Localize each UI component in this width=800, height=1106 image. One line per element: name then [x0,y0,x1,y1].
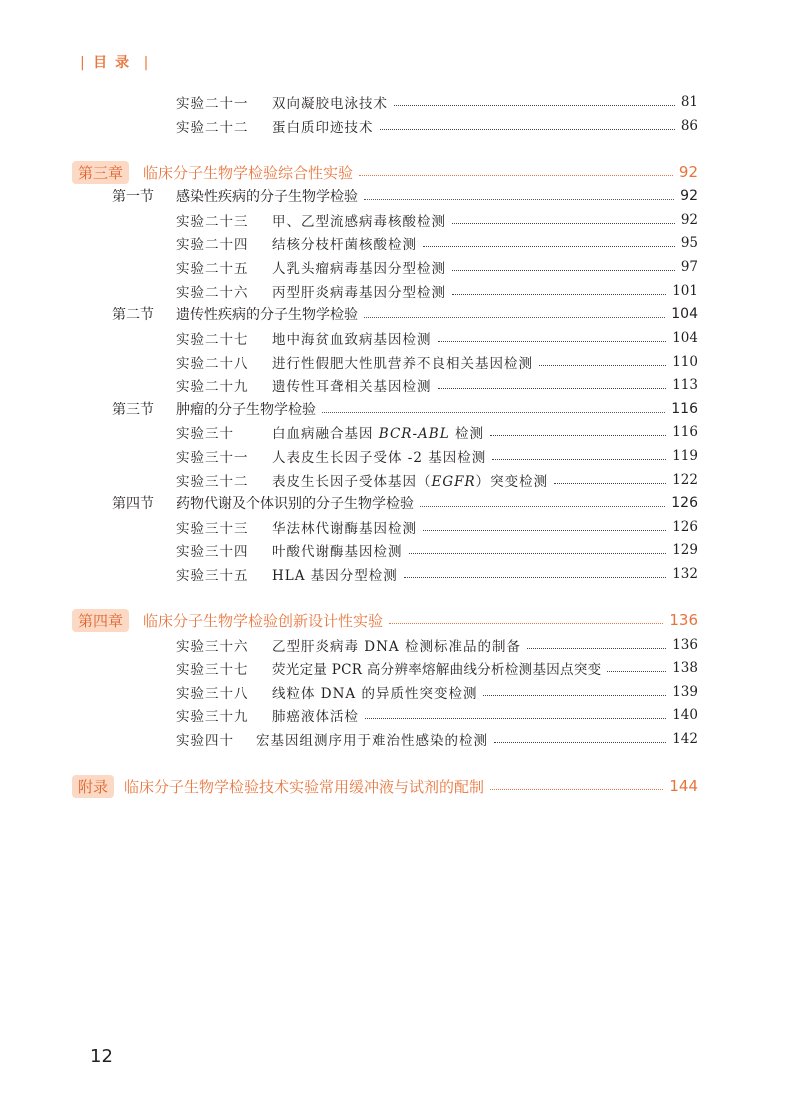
entry-number: 实验三十七 [176,662,249,678]
entry-number: 实验二十六 [176,285,249,301]
dot-leader [438,388,667,389]
section-number: 第三节 [112,402,154,418]
dot-leader [365,718,666,719]
toc-entry[interactable] [176,682,698,702]
section-title: 药物代谢及个体识别的分子生物学检验 [176,496,414,512]
dot-leader [452,270,675,271]
entry-number: 实验二十三 [176,214,249,230]
toc-entry[interactable] [176,658,698,678]
page-number: 104 [671,306,698,322]
dot-leader [364,199,674,200]
page-number: 116 [671,401,698,417]
toc-entry[interactable] [176,470,698,490]
entry-title: 宏基因组测序用于难治性感染的检测 [256,733,488,749]
entry-title: 人乳头瘤病毒基因分型检测 [272,261,446,277]
page-number: 138 [672,660,698,676]
chapter-heading[interactable] [72,162,698,182]
page-number: 142 [672,731,698,747]
section-number: 第四节 [112,496,154,512]
entry-number: 实验三十四 [176,544,249,560]
page-number: 126 [671,495,698,511]
page-number: 116 [672,424,698,440]
page-number: 144 [669,777,698,795]
toc-entry[interactable] [176,281,698,301]
page-number: 126 [672,519,698,535]
entry-title: 蛋白质印迹技术 [272,120,374,136]
toc-entry[interactable] [176,446,698,466]
dot-leader [420,506,665,507]
chapter-badge: 第四章 [72,609,129,632]
entry-number: 实验二十九 [176,379,249,395]
page-number: 92 [678,163,698,181]
dot-leader [359,175,673,176]
page-number: 101 [672,283,698,299]
toc-title: 目录 [93,55,138,71]
entry-number: 实验三十五 [176,568,249,584]
dot-leader [483,695,666,696]
entry-title: 人表皮生长因子受体 -2 基因检测 [272,450,487,466]
toc-entry[interactable] [176,517,698,537]
toc-entry[interactable] [176,352,698,372]
entry-number: 实验二十二 [176,120,249,136]
page-number: 92 [680,212,698,228]
dot-leader [380,129,675,130]
page-number: 129 [672,542,698,558]
entry-title: 双向凝胶电泳技术 [272,96,388,112]
page-number: 136 [672,637,698,653]
entry-title: 表皮生长因子受体基因（EGFR）突变检测 [272,474,549,490]
dot-leader [409,553,667,554]
page-number: 140 [672,707,698,723]
appendix-heading[interactable] [72,776,698,796]
toc-header [80,52,150,72]
section-title: 遗传性疾病的分子生物学检验 [176,307,358,323]
entry-title: 白血病融合基因 BCR-ABL 检测 [272,426,484,442]
section-number: 第一节 [112,189,154,205]
toc-entry[interactable] [176,635,698,655]
dot-leader [423,530,666,531]
entry-title: 甲、乙型流感病毒核酸检测 [272,214,446,230]
toc-entry[interactable] [176,705,698,725]
page-number: 81 [680,94,698,110]
dot-leader [452,223,675,224]
entry-title: HLA 基因分型检测 [272,568,398,584]
dot-leader [492,459,666,460]
dot-leader [423,246,675,247]
entry-title: 进行性假肥大性肌营养不良相关基因检测 [272,356,533,372]
entry-title: 荧光定量 PCR 高分辨率熔解曲线分析检测基因点突变 [272,662,602,678]
dot-leader [539,365,666,366]
entry-number: 实验三十二 [176,474,249,490]
dot-leader [404,577,666,578]
header-bar-right: | [143,55,151,71]
section-heading[interactable] [112,186,698,206]
chapter-badge: 第三章 [72,161,129,184]
dot-leader [364,317,665,318]
entry-number: 实验二十四 [176,237,249,253]
page-number: 95 [680,235,698,251]
entry-title: 地中海贫血致病基因检测 [272,332,432,348]
page-number: 136 [669,611,698,629]
entry-number: 实验三十八 [176,686,249,702]
entry-number: 实验三十三 [176,521,249,537]
toc-entry[interactable] [176,375,698,395]
page-number: 86 [680,118,698,134]
toc-entry[interactable] [176,116,698,136]
page-number: 92 [680,188,698,204]
page-number: 119 [672,448,698,464]
entry-number: 实验三十 [176,426,234,442]
entry-title: 肺癌液体活检 [272,709,359,725]
dot-leader [490,435,666,436]
entry-number: 实验二十一 [176,96,249,112]
section-heading[interactable] [112,493,698,513]
dot-leader [389,623,663,624]
section-heading[interactable] [112,304,698,324]
entry-number: 实验二十七 [176,332,249,348]
toc-entry[interactable] [176,92,698,112]
chapter-title: 临床分子生物学检验创新设计性实验 [143,611,384,630]
page-number: 122 [672,472,698,488]
dot-leader [322,412,665,413]
section-title: 感染性疾病的分子生物学检验 [176,189,358,205]
section-title: 肿瘤的分子生物学检验 [176,402,316,418]
appendix-title: 临床分子生物学检验技术实验常用缓冲液与试剂的配制 [124,777,485,796]
footer-page-number: 12 [90,1046,113,1067]
entry-title: 线粒体 DNA 的异质性突变检测 [272,686,478,702]
dot-leader [490,789,663,790]
gene-name-italic: EGFR [431,474,476,490]
page-number: 97 [680,259,698,275]
toc-entry[interactable] [176,210,698,230]
entry-number: 实验三十六 [176,639,249,655]
entry-title: 遗传性耳聋相关基因检测 [272,379,432,395]
page-number: 110 [672,354,698,370]
section-number: 第二节 [112,307,154,323]
entry-title: 结核分枝杆菌核酸检测 [272,237,417,253]
toc-entry[interactable] [176,729,698,749]
toc-entry[interactable] [176,233,698,253]
toc-entry[interactable] [176,564,698,584]
appendix-badge: 附录 [72,775,114,798]
entry-number: 实验二十五 [176,261,249,277]
gene-name-italic: BCR-ABL [378,426,450,442]
dot-leader [452,294,666,295]
entry-number: 实验三十一 [176,450,249,466]
toc-entry[interactable] [176,328,698,348]
toc-entry[interactable] [176,540,698,560]
entry-title: 华法林代谢酶基因检测 [272,521,417,537]
entry-title: 乙型肝炎病毒 DNA 检测标准品的制备 [272,639,521,655]
chapter-heading[interactable] [72,610,698,630]
entry-title: 丙型肝炎病毒基因分型检测 [272,285,446,301]
section-heading[interactable] [112,399,698,419]
entry-number: 实验四十 [176,733,234,749]
chapter-title: 临床分子生物学检验综合性实验 [143,163,354,182]
page-number: 113 [672,377,698,393]
page-number: 104 [672,330,698,346]
dot-leader [607,671,666,672]
page-number: 132 [672,566,698,582]
toc-entry[interactable] [176,257,698,277]
header-bar-left: | [80,55,87,71]
entry-title: 叶酸代谢酶基因检测 [272,544,403,560]
page-number: 139 [672,684,698,700]
toc-entry[interactable] [176,422,698,442]
entry-number: 实验二十八 [176,356,249,372]
dot-leader [494,742,666,743]
dot-leader [394,105,675,106]
dot-leader [438,341,667,342]
dot-leader [527,648,666,649]
entry-number: 实验三十九 [176,709,249,725]
dot-leader [554,483,666,484]
